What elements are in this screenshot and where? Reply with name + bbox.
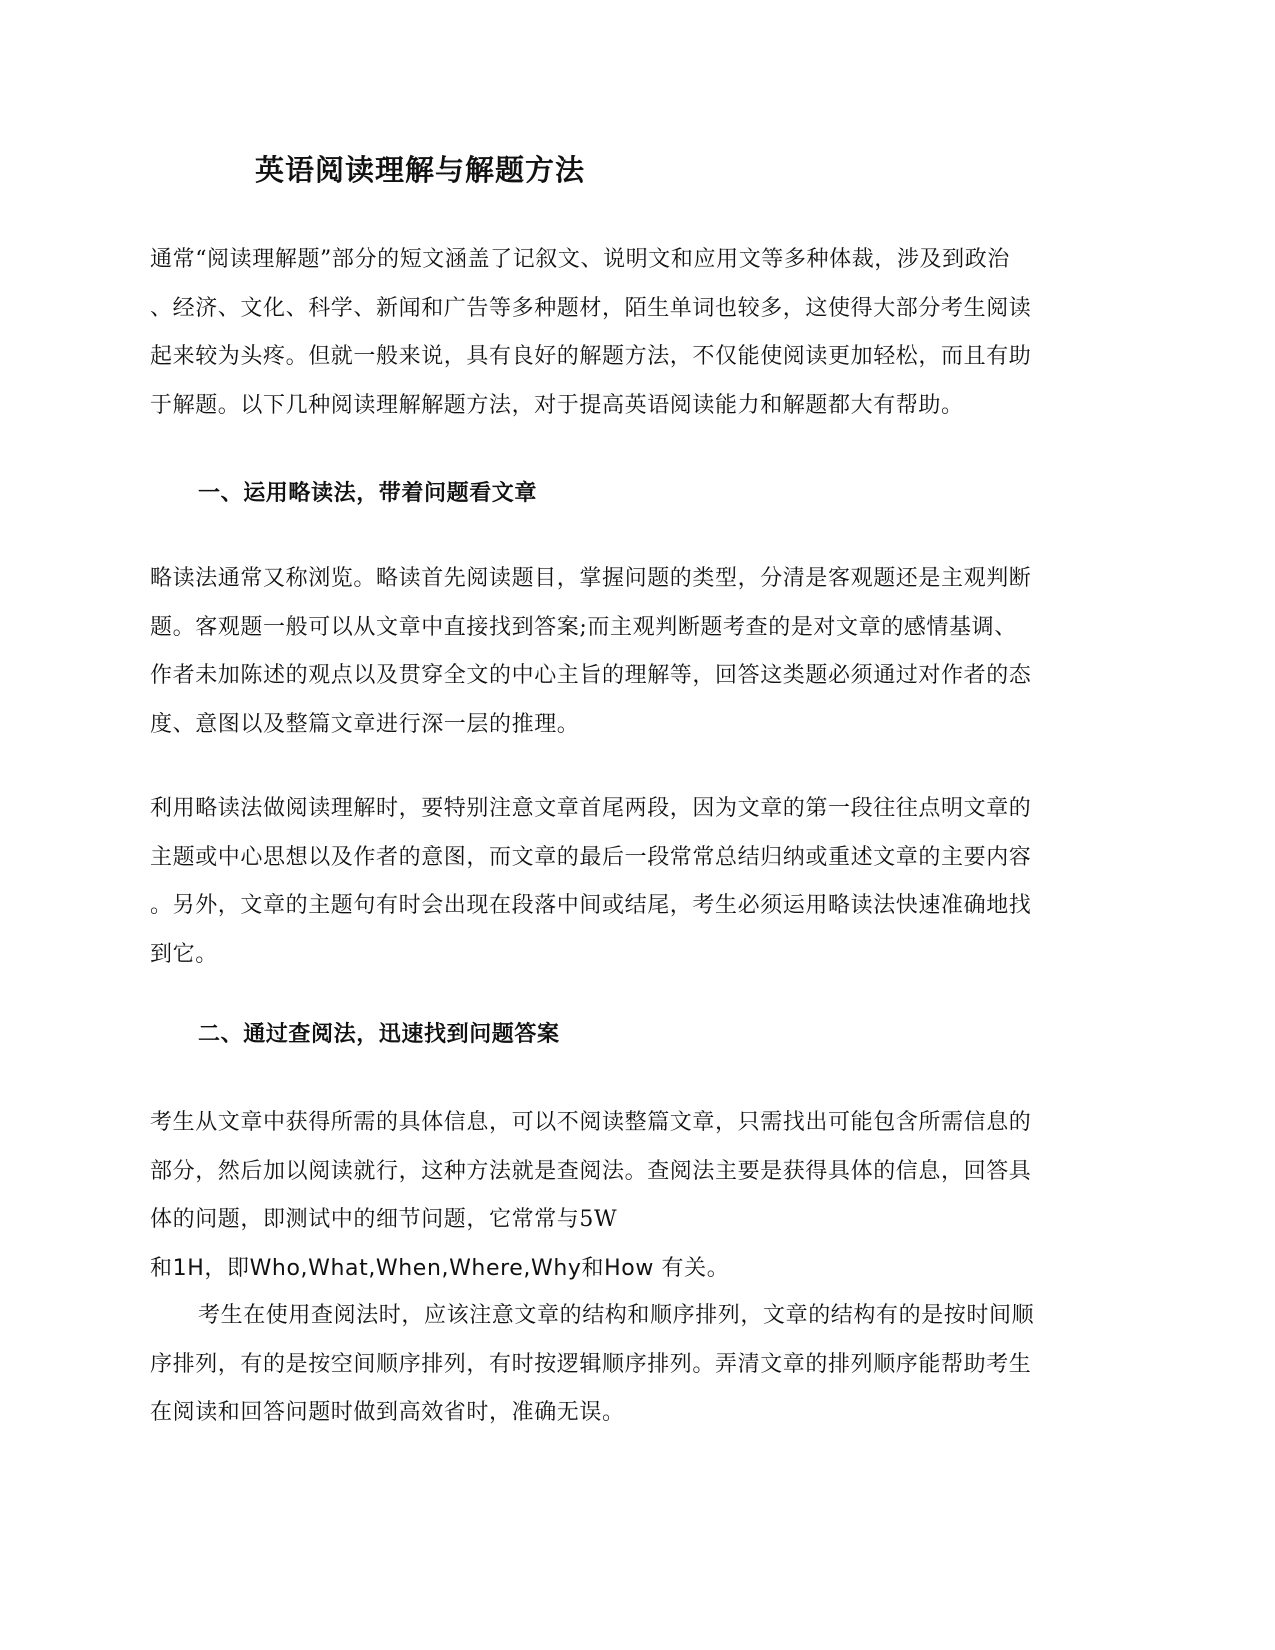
- text-line: 到它。: [150, 941, 218, 967]
- text-line: 略读法通常又称浏览。略读首先阅读题目，掌握问题的类型，分清是客观题还是主观判断: [150, 566, 1032, 591]
- text-line: 序排列，有的是按空间顺序排列，有时按逻辑顺序排列。弄清文章的排列顺序能帮助考生: [150, 1351, 1032, 1377]
- text-line: 考生从文章中获得所需的具体信息，可以不阅读整篇文章，只需找出可能包含所需信息的: [150, 1110, 1032, 1135]
- text-line: [150, 1245, 1125, 1294]
- text-line: 、经济、文化、科学、新闻和广告等多种题材，陌生单词也较多，这使得大部分考生阅读: [150, 295, 1032, 321]
- text-line: 考生在使用查阅法时，应该注意文章的结构和顺序排列，文章的结构有的是按时间顺: [198, 1303, 1035, 1328]
- text-run: ，即: [204, 1255, 250, 1281]
- text-line: 体的问题，即测试中的细节问题，它常常与5W: [150, 1207, 618, 1232]
- section1-paragraph-1: [150, 555, 1125, 749]
- text-line: 题。客观题一般可以从文章中直接找到答案;而主观判断题考查的是对文章的感情基调、: [150, 614, 1017, 640]
- section-heading-1: 一、运用略读法，带着问题看文章: [198, 480, 538, 506]
- text-line: 主题或中心思想以及作者的意图，而文章的最后一段常常总结归纳或重述文章的主要内容: [150, 844, 1032, 870]
- text-line: 通常“阅读理解题”部分的短文涵盖了记叙文、说明文和应用文等多种体裁，涉及到政治: [150, 247, 1010, 272]
- text-run: 和: [150, 1255, 173, 1281]
- text-line: 度、意图以及整篇文章进行深一层的推理。: [150, 711, 580, 737]
- intro-paragraph: [150, 236, 1125, 430]
- text-run: 有关。: [653, 1255, 730, 1281]
- text-run: 1H: [172, 1255, 205, 1281]
- text-line: 起来较为头疼。但就一般来说，具有良好的解题方法，不仅能使阅读更加轻松，而且有助: [150, 344, 1032, 369]
- section1-paragraph-2: [150, 785, 1125, 979]
- section2-paragraph-2: [150, 1292, 1125, 1438]
- section-heading-2: 二、通过查阅法，迅速找到问题答案: [198, 1021, 560, 1047]
- text-line: 部分，然后加以阅读就行，这种方法就是查阅法。查阅法主要是获得具体的信息，回答具: [150, 1158, 1032, 1184]
- document-title: 英语阅读理解与解题方法: [255, 153, 586, 187]
- text-line: 于解题。以下几种阅读理解解题方法，对于提高英语阅读能力和解题都大有帮助。: [150, 392, 964, 418]
- text-run: 和: [581, 1255, 605, 1281]
- text-line: 。另外，文章的主题句有时会出现在段落中间或结尾，考生必须运用略读法快速准确地找: [150, 893, 1032, 918]
- text-line: 在阅读和回答问题时做到高效省时，准确无误。: [150, 1400, 625, 1425]
- text-line: 利用略读法做阅读理解时，要特别注意文章首尾两段，因为文章的第一段往往点明文章的: [150, 796, 1032, 821]
- text-run: How: [604, 1255, 654, 1281]
- text-run: Who,What,When,Where,Why: [249, 1255, 582, 1281]
- section2-paragraph-1: [150, 1099, 1125, 1293]
- text-line: 作者未加陈述的观点以及贯穿全文的中心主旨的理解等，回答这类题必须通过对作者的态: [150, 663, 1032, 688]
